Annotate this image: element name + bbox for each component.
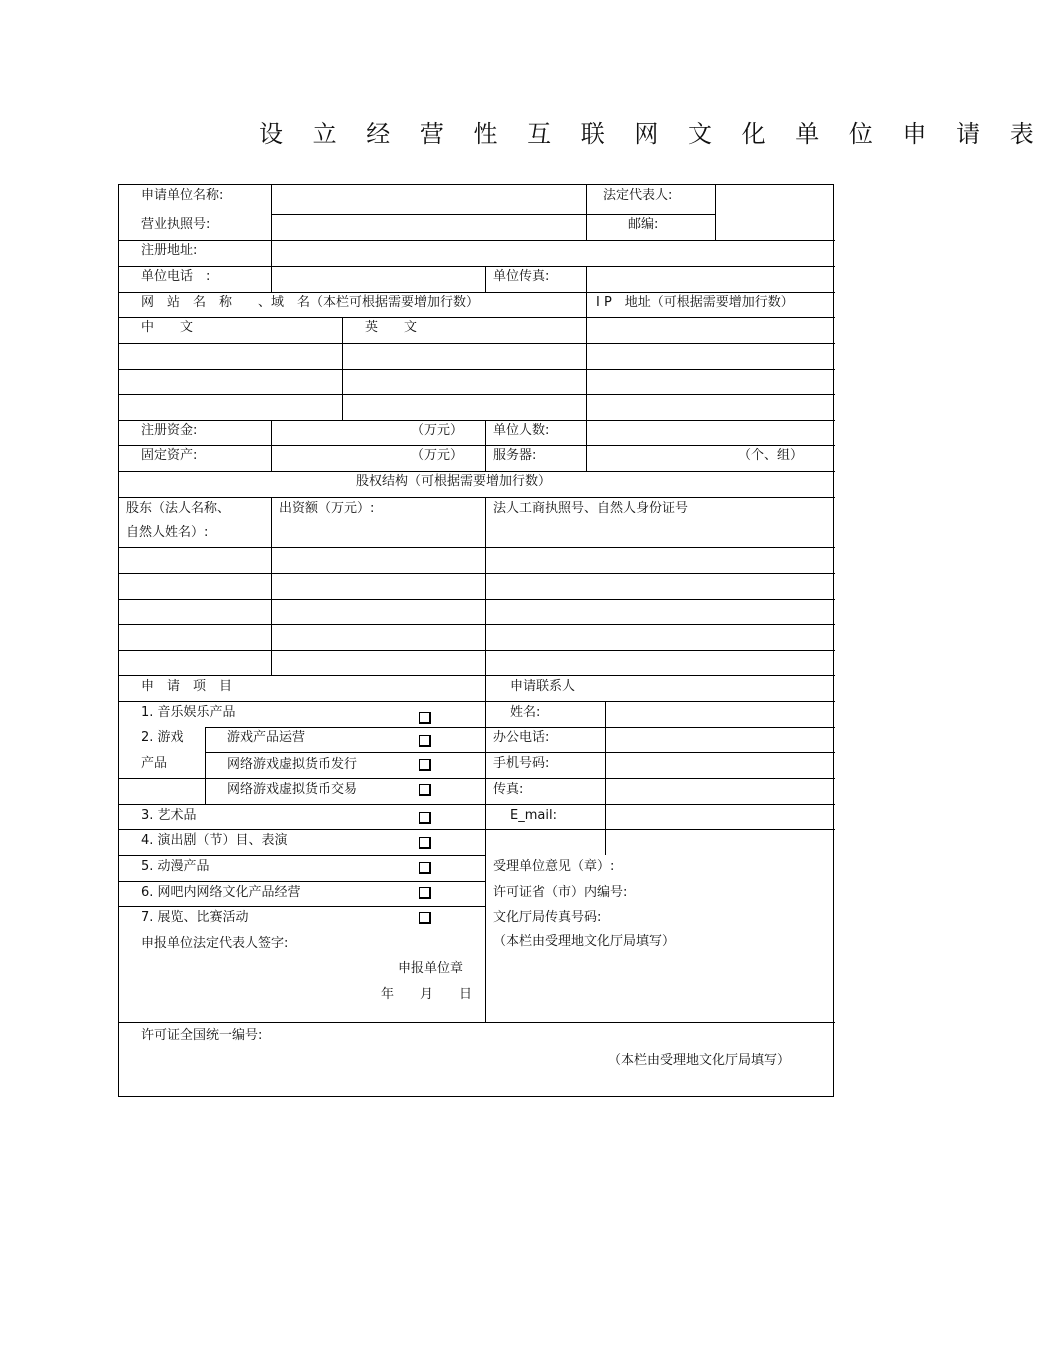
- item-game-currency-trade: 网络游戏虚拟货币交易: [227, 782, 358, 797]
- rule: [119, 420, 835, 421]
- servers-label: 服务器:: [493, 448, 537, 463]
- rule: [205, 727, 206, 804]
- rule: [119, 881, 485, 882]
- servers-unit: （个、组）: [738, 448, 804, 463]
- rule: [119, 650, 835, 651]
- rule: [485, 266, 486, 292]
- ip-header: I P 地址（可根据需要增加行数）: [596, 295, 794, 310]
- website-name-header: 网 站 名 称 、域 名（本栏可根据需要增加行数）: [141, 295, 480, 310]
- national-note: （本栏由受理地文化厅局填写）: [608, 1053, 791, 1068]
- shareholder-label: 股东（法人名称、: [126, 501, 231, 516]
- rule: [271, 185, 272, 292]
- capital-unit: （万元）: [411, 423, 464, 438]
- rule: [119, 471, 835, 472]
- rule: [119, 1022, 835, 1023]
- rule: [119, 855, 485, 856]
- item-game-2: 产品: [141, 756, 168, 771]
- address-label: 注册地址:: [141, 243, 198, 258]
- rule: [119, 547, 835, 548]
- game-currency-trade-checkbox[interactable]: [419, 784, 431, 796]
- license-no-label: 营业执照号:: [141, 217, 211, 232]
- staff-label: 单位人数:: [493, 423, 550, 438]
- item-game-currency-issue: 网络游戏虚拟货币发行: [227, 757, 358, 772]
- equity-header: 股权结构（可根据需要增加行数）: [356, 474, 552, 489]
- rule: [271, 214, 716, 215]
- rule: [271, 420, 272, 471]
- rule: [271, 497, 272, 675]
- rule: [119, 292, 835, 293]
- rule: [119, 317, 835, 318]
- rule: [715, 185, 716, 240]
- rule: [586, 266, 587, 292]
- assets-unit: （万元）: [411, 448, 464, 463]
- fax-label: 单位传真:: [493, 269, 550, 284]
- id-number-label: 法人工商执照号、自然人身份证号: [493, 501, 689, 516]
- music-checkbox[interactable]: [419, 712, 431, 724]
- signature-label: 申报单位法定代表人签字:: [141, 936, 289, 951]
- national-license-label: 许可证全国统一编号:: [141, 1028, 263, 1043]
- rule: [119, 701, 835, 702]
- capital-label: 注册资金:: [141, 423, 198, 438]
- item-art: 3. 艺术品: [141, 808, 197, 823]
- bureau-fax: 文化厅局传真号码:: [493, 910, 602, 925]
- rule: [119, 240, 835, 241]
- date-label: 年 月 日: [381, 987, 473, 1002]
- art-checkbox[interactable]: [419, 812, 431, 824]
- shareholder-label-2: 自然人姓名）:: [126, 525, 209, 540]
- rule: [342, 317, 343, 420]
- application-form: [118, 184, 834, 1097]
- game-currency-issue-checkbox[interactable]: [419, 759, 431, 771]
- game-ops-checkbox[interactable]: [419, 735, 431, 747]
- item-exhibition: 7. 展览、比赛活动: [141, 910, 249, 925]
- provincial-license-no: 许可证省（市）内编号:: [493, 885, 628, 900]
- page-title: 设 立 经 营 性 互 联 网 文 化 单 位 申 请 表: [259, 120, 1045, 148]
- rule: [605, 701, 606, 855]
- rule: [119, 906, 485, 907]
- rule: [119, 573, 835, 574]
- rule: [119, 599, 835, 600]
- contact-header: 申请联系人: [510, 679, 576, 694]
- rule: [119, 778, 835, 779]
- rule: [119, 445, 835, 446]
- rule: [586, 185, 587, 240]
- item-music: 1. 音乐娱乐产品: [141, 705, 236, 720]
- rule: [119, 497, 835, 498]
- rule: [586, 317, 587, 420]
- office-phone-label: 办公电话:: [493, 730, 550, 745]
- rule: [119, 266, 835, 267]
- exhibition-checkbox[interactable]: [419, 912, 431, 924]
- rule: [119, 394, 835, 395]
- phone-label: 单位电话 :: [141, 269, 211, 284]
- english-label: 英 文: [365, 320, 418, 335]
- chinese-label: 中 文: [141, 320, 194, 335]
- mobile-label: 手机号码:: [493, 756, 550, 771]
- item-game: 2. 游戏: [141, 730, 184, 745]
- rule: [119, 343, 835, 344]
- assets-label: 固定资产:: [141, 448, 198, 463]
- animation-checkbox[interactable]: [419, 862, 431, 874]
- netcafe-checkbox[interactable]: [419, 887, 431, 899]
- item-netcafe: 6. 网吧内网络文化产品经营: [141, 885, 301, 900]
- rule: [205, 727, 835, 728]
- rule: [119, 829, 835, 830]
- rule: [119, 675, 835, 676]
- seal-label: 申报单位章: [398, 961, 464, 976]
- items-header: 申 请 项 目: [141, 679, 233, 694]
- rule: [586, 292, 587, 317]
- contact-fax-label: 传真:: [493, 782, 524, 797]
- acceptance-opinion: 受理单位意见（章）:: [493, 859, 615, 874]
- acceptance-note: （本栏由受理地文化厅局填写）: [493, 934, 676, 949]
- rule: [586, 420, 587, 471]
- item-game-ops: 游戏产品运营: [227, 730, 306, 745]
- rule: [119, 804, 835, 805]
- item-animation: 5. 动漫产品: [141, 859, 210, 874]
- rule: [485, 497, 486, 675]
- email-label: E_mail:: [510, 808, 557, 823]
- rule: [485, 420, 486, 471]
- postcode-label: 邮编:: [628, 217, 659, 232]
- rule: [119, 624, 835, 625]
- applicant-name-label: 申请单位名称:: [141, 188, 224, 203]
- performance-checkbox[interactable]: [419, 837, 431, 849]
- rule: [485, 675, 486, 1022]
- contact-name-label: 姓名:: [510, 705, 541, 720]
- rule: [205, 752, 835, 753]
- item-performance: 4. 演出剧（节）目、表演: [141, 833, 288, 848]
- legal-rep-label: 法定代表人:: [603, 188, 673, 203]
- investment-label: 出资额（万元）:: [279, 501, 375, 516]
- rule: [119, 369, 835, 370]
